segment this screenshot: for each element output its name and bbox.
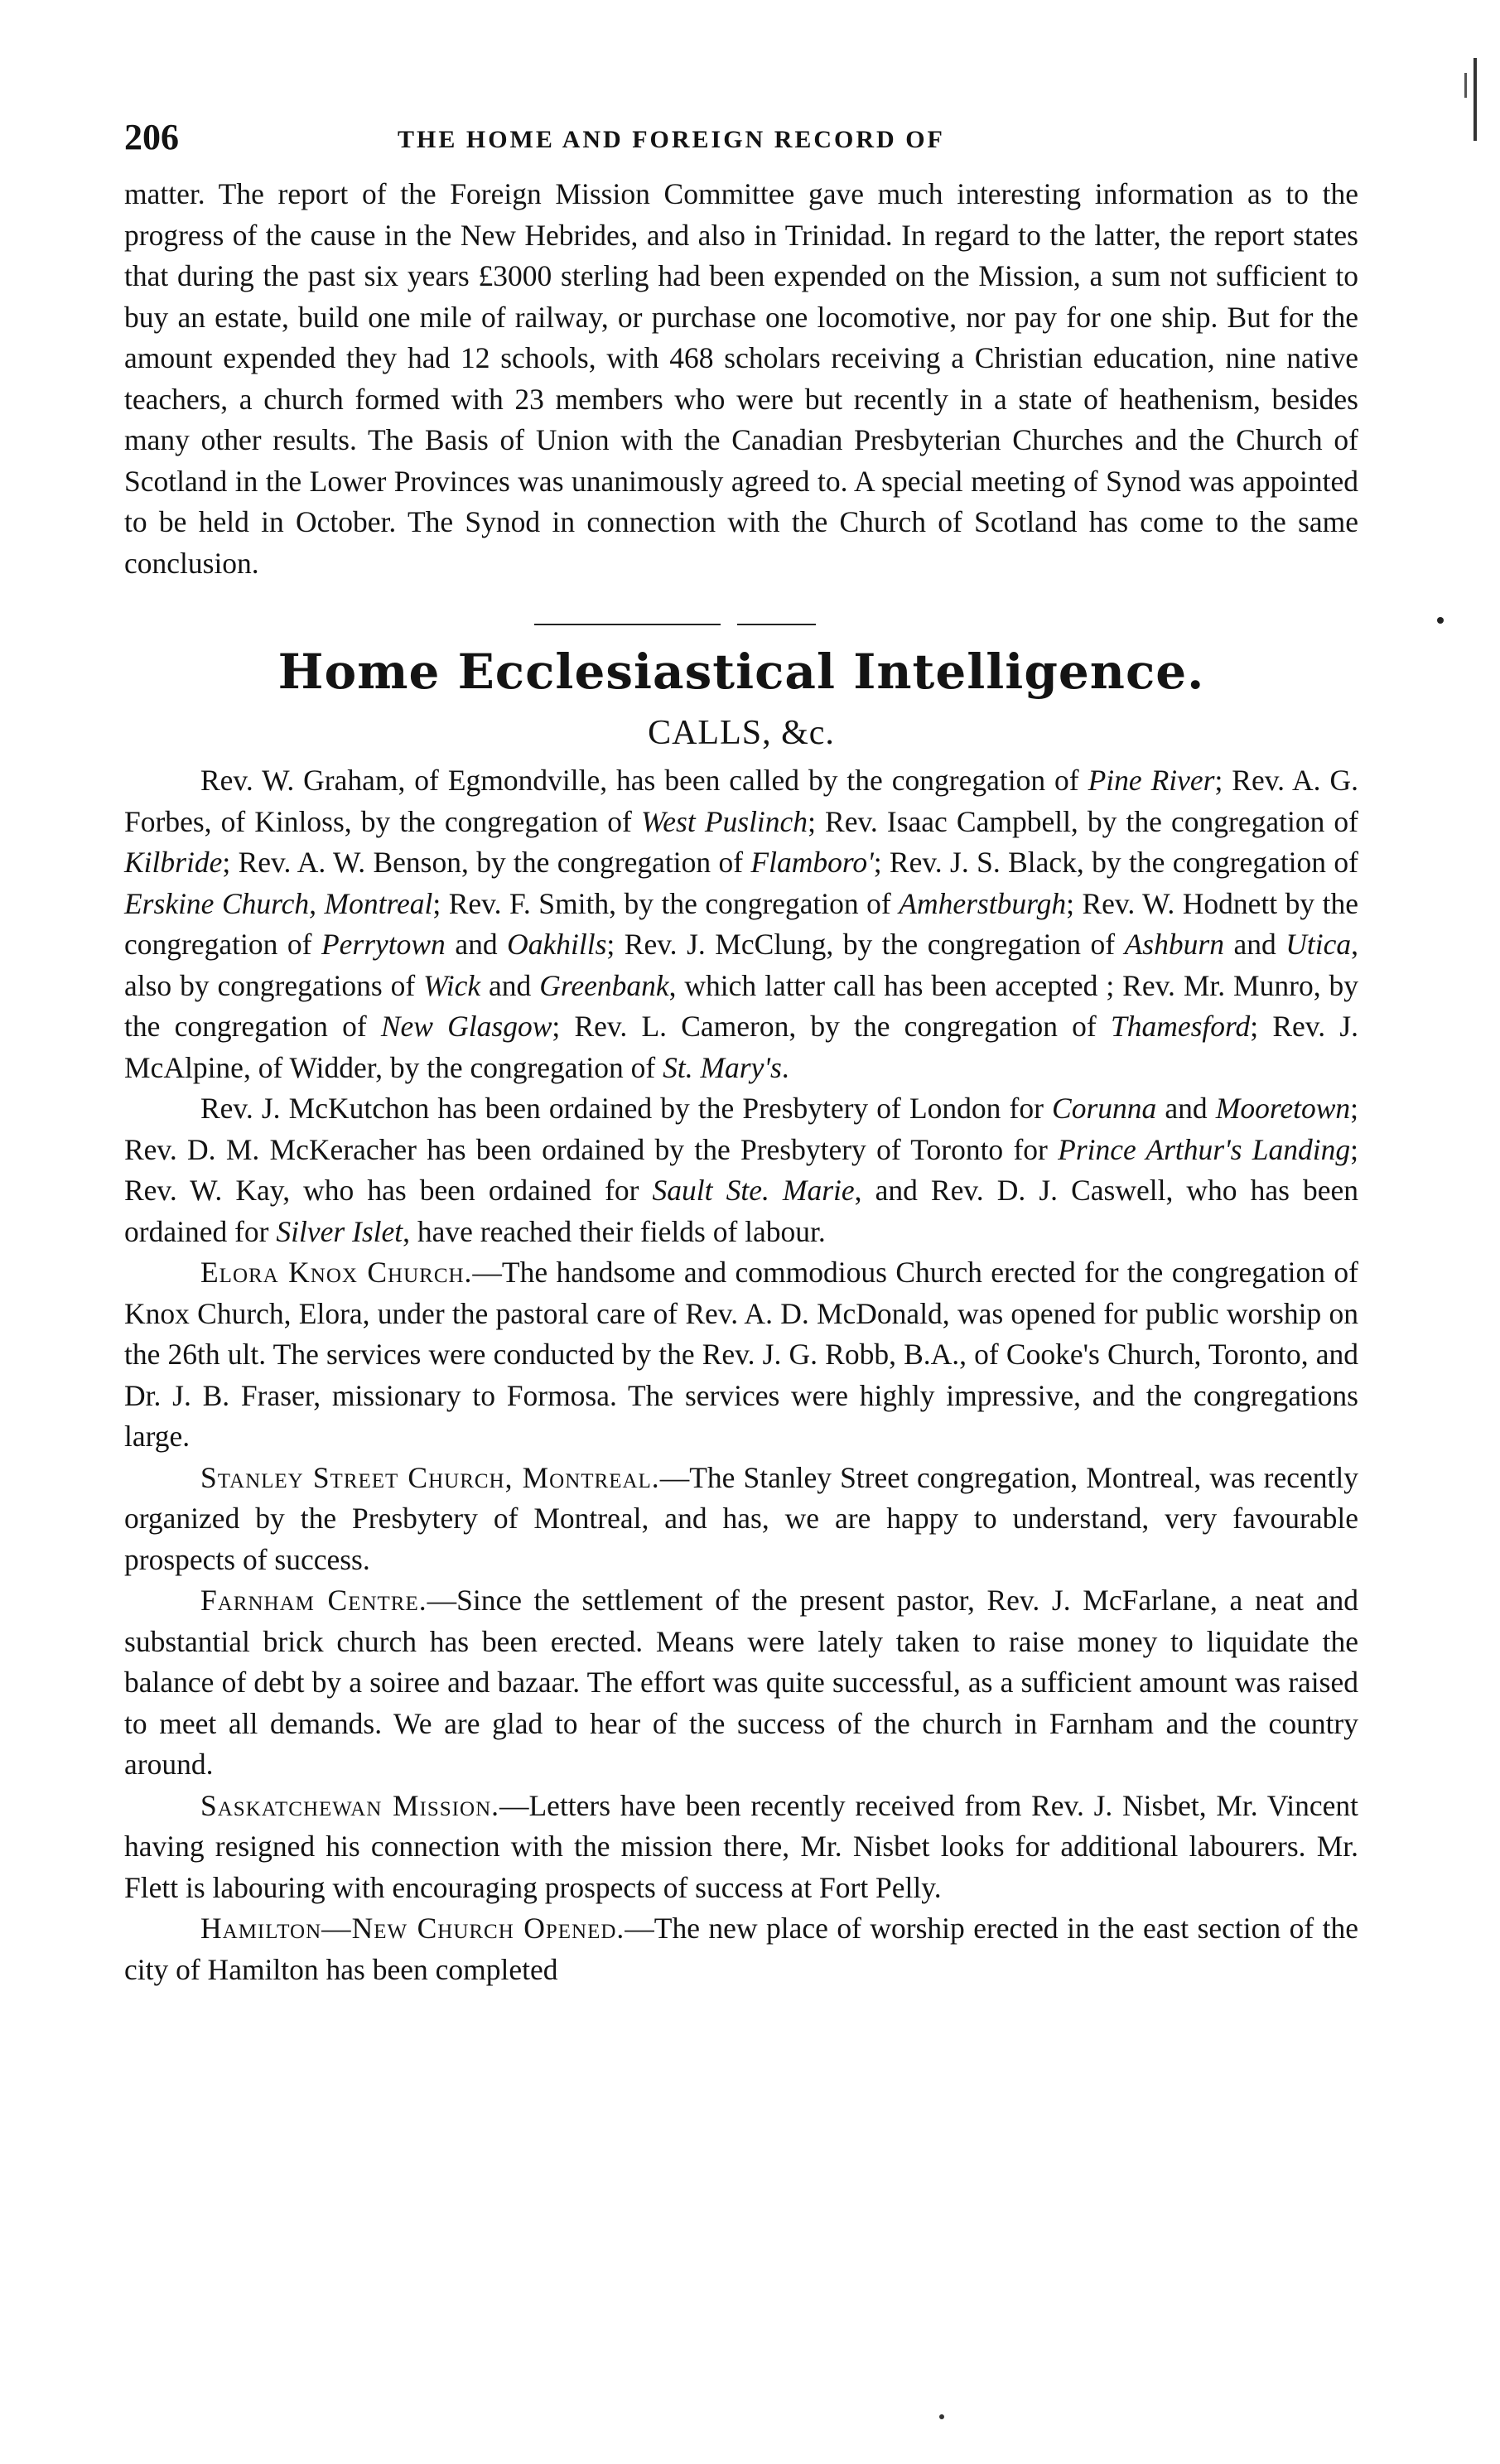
stanley-heading: Stanley Street Church, Montreal. xyxy=(200,1460,660,1494)
saskatchewan-heading: Saskatchewan Mission. xyxy=(200,1788,499,1822)
elora-paragraph: Elora Knox Church.—The handsome and commodious Church erected for the congregation of Knox Church, Elora, under the pastoral care of Rev. A. D. McDonald, was opened for public worship on the 26th ult. The services were conducted by the Rev. J. G. Robb, B.A., of Cooke's Church, Toronto, and Dr. J. B. Fraser, missionary to Formosa. The services were highly impressive, and the congregations large. xyxy=(124,1256,1358,1453)
page-number: 206 xyxy=(124,117,179,157)
divider-rule-right xyxy=(737,624,816,625)
page-content xyxy=(124,116,1358,1990)
article-body xyxy=(124,174,1358,1990)
subsection-title: CALLS, &c. xyxy=(648,713,835,752)
section-title: Home Ecclesiastical Intelligence. xyxy=(277,644,1205,700)
hamilton-paragraph: Hamilton—New Church Opened.—The new place of worship erected in the east section of the city of Hamilton has been completed xyxy=(124,1912,1358,1986)
stanley-paragraph: Stanley Street Church, Montreal.—The Stanley Street congregation, Montreal, was recently organized by the Presbytery of Montreal, and has, we are happy to understand, very favourable prospects of success. xyxy=(124,1460,1358,1576)
divider-rule-left xyxy=(534,624,721,625)
section-divider xyxy=(124,584,1358,639)
hamilton-heading: Hamilton—New Church Opened. xyxy=(200,1912,625,1945)
farnham-heading: Farnham Centre. xyxy=(200,1584,427,1617)
running-head xyxy=(124,116,1358,174)
margin-marks xyxy=(1460,58,1477,149)
running-title: THE HOME AND FOREIGN RECORD OF xyxy=(398,126,945,153)
margin-tick xyxy=(1464,73,1467,98)
farnham-paragraph: Farnham Centre.—Since the settlement of the present pastor, Rev. J. McFarlane, a neat and substantial brick church has been erected. Means were lately taken to raise money to liquidate the balance of debt by a soiree and bazaar. The effort was quite successful, as a sufficient amount was raised to meet all demands. We are glad to hear of the success of the church in Farnham and the country around. xyxy=(124,1584,1358,1781)
calls-paragraph: Rev. W. Graham, of Egmondville, has been called by the congregation of Pine River; Rev. A. G. Forbes, of Kinloss, by the congregation of West Puslinch; Rev. Isaac Campbell, by the congregation of Kilbride; Rev. A. W. Benson, by the congregation of Flamboro'; Rev. J. S. Black, by the congregation of Erskine Church, Montreal; Rev. F. Smith, by the congregation of Amherstburgh; Rev. W. Hodnett by the congregation of Perrytown and Oakhills; Rev. J. McClung, by the congregation of Ashburn and Utica, also by congregations of Wick and Greenbank, which latter call has been accepted ; Rev. Mr. Munro, by the congregation of New Glasgow; Rev. L. Cameron, by the congregation of Thamesford; Rev. J. McAlpine, of Widder, by the congregation of St. Mary's. xyxy=(124,764,1359,1084)
elora-heading: Elora Knox Church. xyxy=(200,1256,473,1289)
ordination-paragraph: Rev. J. McKutchon has been ordained by the Presbytery of London for Corunna and Mooretown; Rev. D. M. McKeracher has been ordained by the Presbytery of Toronto for Prince Arthur's Landing; Rev. W. Kay, who has been ordained for Sault Ste. Marie, and Rev. D. J. Caswell, who has been ordained for Silver Islet, have reached their fields of labour. xyxy=(124,1092,1358,1248)
margin-bar xyxy=(1473,58,1477,141)
divider-dot xyxy=(1437,617,1444,624)
saskatchewan-paragraph: Saskatchewan Mission.—Letters have been recently received from Rev. J. Nisbet, Mr. Vincent having resigned his connection with the mission there, Mr. Nisbet looks for additional labourers. Mr. Flett is labouring with encouraging prospects of success at Fort Pelly. xyxy=(124,1788,1358,1904)
bottom-speck xyxy=(939,2414,944,2419)
opening-paragraph: matter. The report of the Foreign Mission Committee gave much interesting information as to the progress of the cause in the New Hebrides, and also in Trinidad. In regard to the latter, the report states that during the past six years £3000 sterling had been expended on the Mission, a sum not sufficient to buy an estate, build one mile of railway, or purchase one locomotive, nor pay for one ship. But for the amount expended they had 12 schools, with 468 scholars receiving a Christian education, nine native teachers, a church formed with 23 members who were but recently in a state of heathenism, besides many other results. The Basis of Union with the Canadian Presbyterian Churches and the Church of Scotland in the Lower Provinces was unanimously agreed to. A special meeting of Synod was appointed to be held in October. The Synod in connection with the Church of Scotland has come to the same conclusion. xyxy=(124,177,1358,580)
